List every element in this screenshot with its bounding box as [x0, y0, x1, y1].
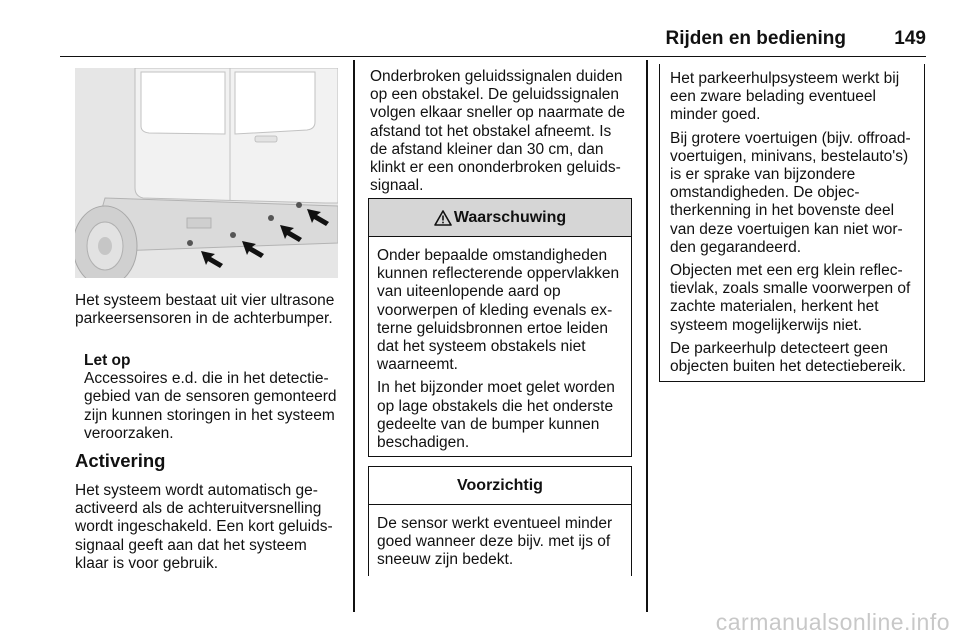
- parking-sensor-dot: [268, 215, 274, 221]
- activation-paragraph: Het systeem wordt automatisch geactiveerd als de achteruitversnelling wordt ingeschakeld. Een kort geluidssignaal geeft aan dat het systeem klaar is voor gebruik.: [75, 482, 333, 572]
- column-divider-1: [353, 60, 355, 612]
- continued-note-box: [659, 64, 925, 382]
- signal-paragraph: Onderbroken geluidssignalen duiden op een obstakel. De geluidssignalen volgen elkaar sneller op naarmate de afstand tot het obstakel afneemt. Is de afstand kleiner dan 30 cm, dan klinkt er een ononderbroken geluidssignaal.: [370, 68, 626, 195]
- caution-title: Voorzichtig: [457, 476, 543, 494]
- col3-paragraph-2: Bij grotere voertuigen (bijv. offroad-voertuigen, minivans, bestelauto's) is er sprake van bijzondere omstandigheden. De objectherkenning in het bovenste deel van deze voertuigen kan niet worden gegarandeerd.: [670, 129, 911, 256]
- warning-header: [369, 199, 631, 237]
- note-body: Accessoires e.d. die in het detectiegebied van de sensoren gemonteerd zijn kunnen storingen in het systeem veroorzaken.: [84, 370, 337, 442]
- col3-paragraph-3: Objecten met een erg klein reflectievlak, zoals smalle voorwerpen of zachte materialen, herkent het systeem mogelijkerwijs niet.: [670, 262, 911, 334]
- col3-paragraph-4: De parkeerhulp detecteert geen objecten buiten het detectiebereik.: [670, 339, 907, 376]
- caution-header: [369, 467, 631, 505]
- intro-paragraph: Het systeem bestaat uit vier ultrasone parkeersensoren in de achterbumper.: [75, 292, 335, 328]
- column-divider-2: [646, 60, 648, 612]
- section-heading: Activering: [75, 450, 166, 471]
- note-heading: Let op: [84, 352, 131, 369]
- warning-triangle-icon: [434, 210, 452, 226]
- warning-body: [369, 237, 631, 452]
- warning-box: [368, 198, 632, 457]
- warning-paragraph-2: In het bijzonder moet gelet worden op lage obstakels die het onderste gedeelte van de bumper kunnen beschadigen.: [377, 379, 615, 452]
- parking-sensor-dot: [187, 240, 193, 246]
- parking-sensor-dot: [230, 232, 236, 238]
- chapter-title: Rijden en bediening: [665, 28, 846, 49]
- caution-body: De sensor werkt eventueel minder goed wanneer deze bijv. met ijs of sneeuw zijn bedekt.: [377, 515, 613, 569]
- page-header: [60, 24, 926, 57]
- warning-title: Waarschuwing: [453, 208, 567, 226]
- parking-sensor-dot: [296, 202, 302, 208]
- col3-paragraph-1: Het parkeerhulpsysteem werkt bij een zware belading eventueel minder goed.: [670, 70, 900, 124]
- warning-paragraph-1: Onder bepaalde omstandigheden kunnen reflecterende oppervlakken van uiteenlopende aard op voorwerpen of kleding evenals externe geluidsbronnen ertoe leiden dat het systeem obstakels niet waarneemt.: [377, 247, 620, 374]
- page-number: 149: [894, 28, 926, 49]
- watermark: carmanualsonline.info: [715, 609, 950, 635]
- note-block: [84, 352, 342, 443]
- caution-box: [368, 466, 632, 576]
- rear-bumper-sensor-illustration: [75, 68, 338, 278]
